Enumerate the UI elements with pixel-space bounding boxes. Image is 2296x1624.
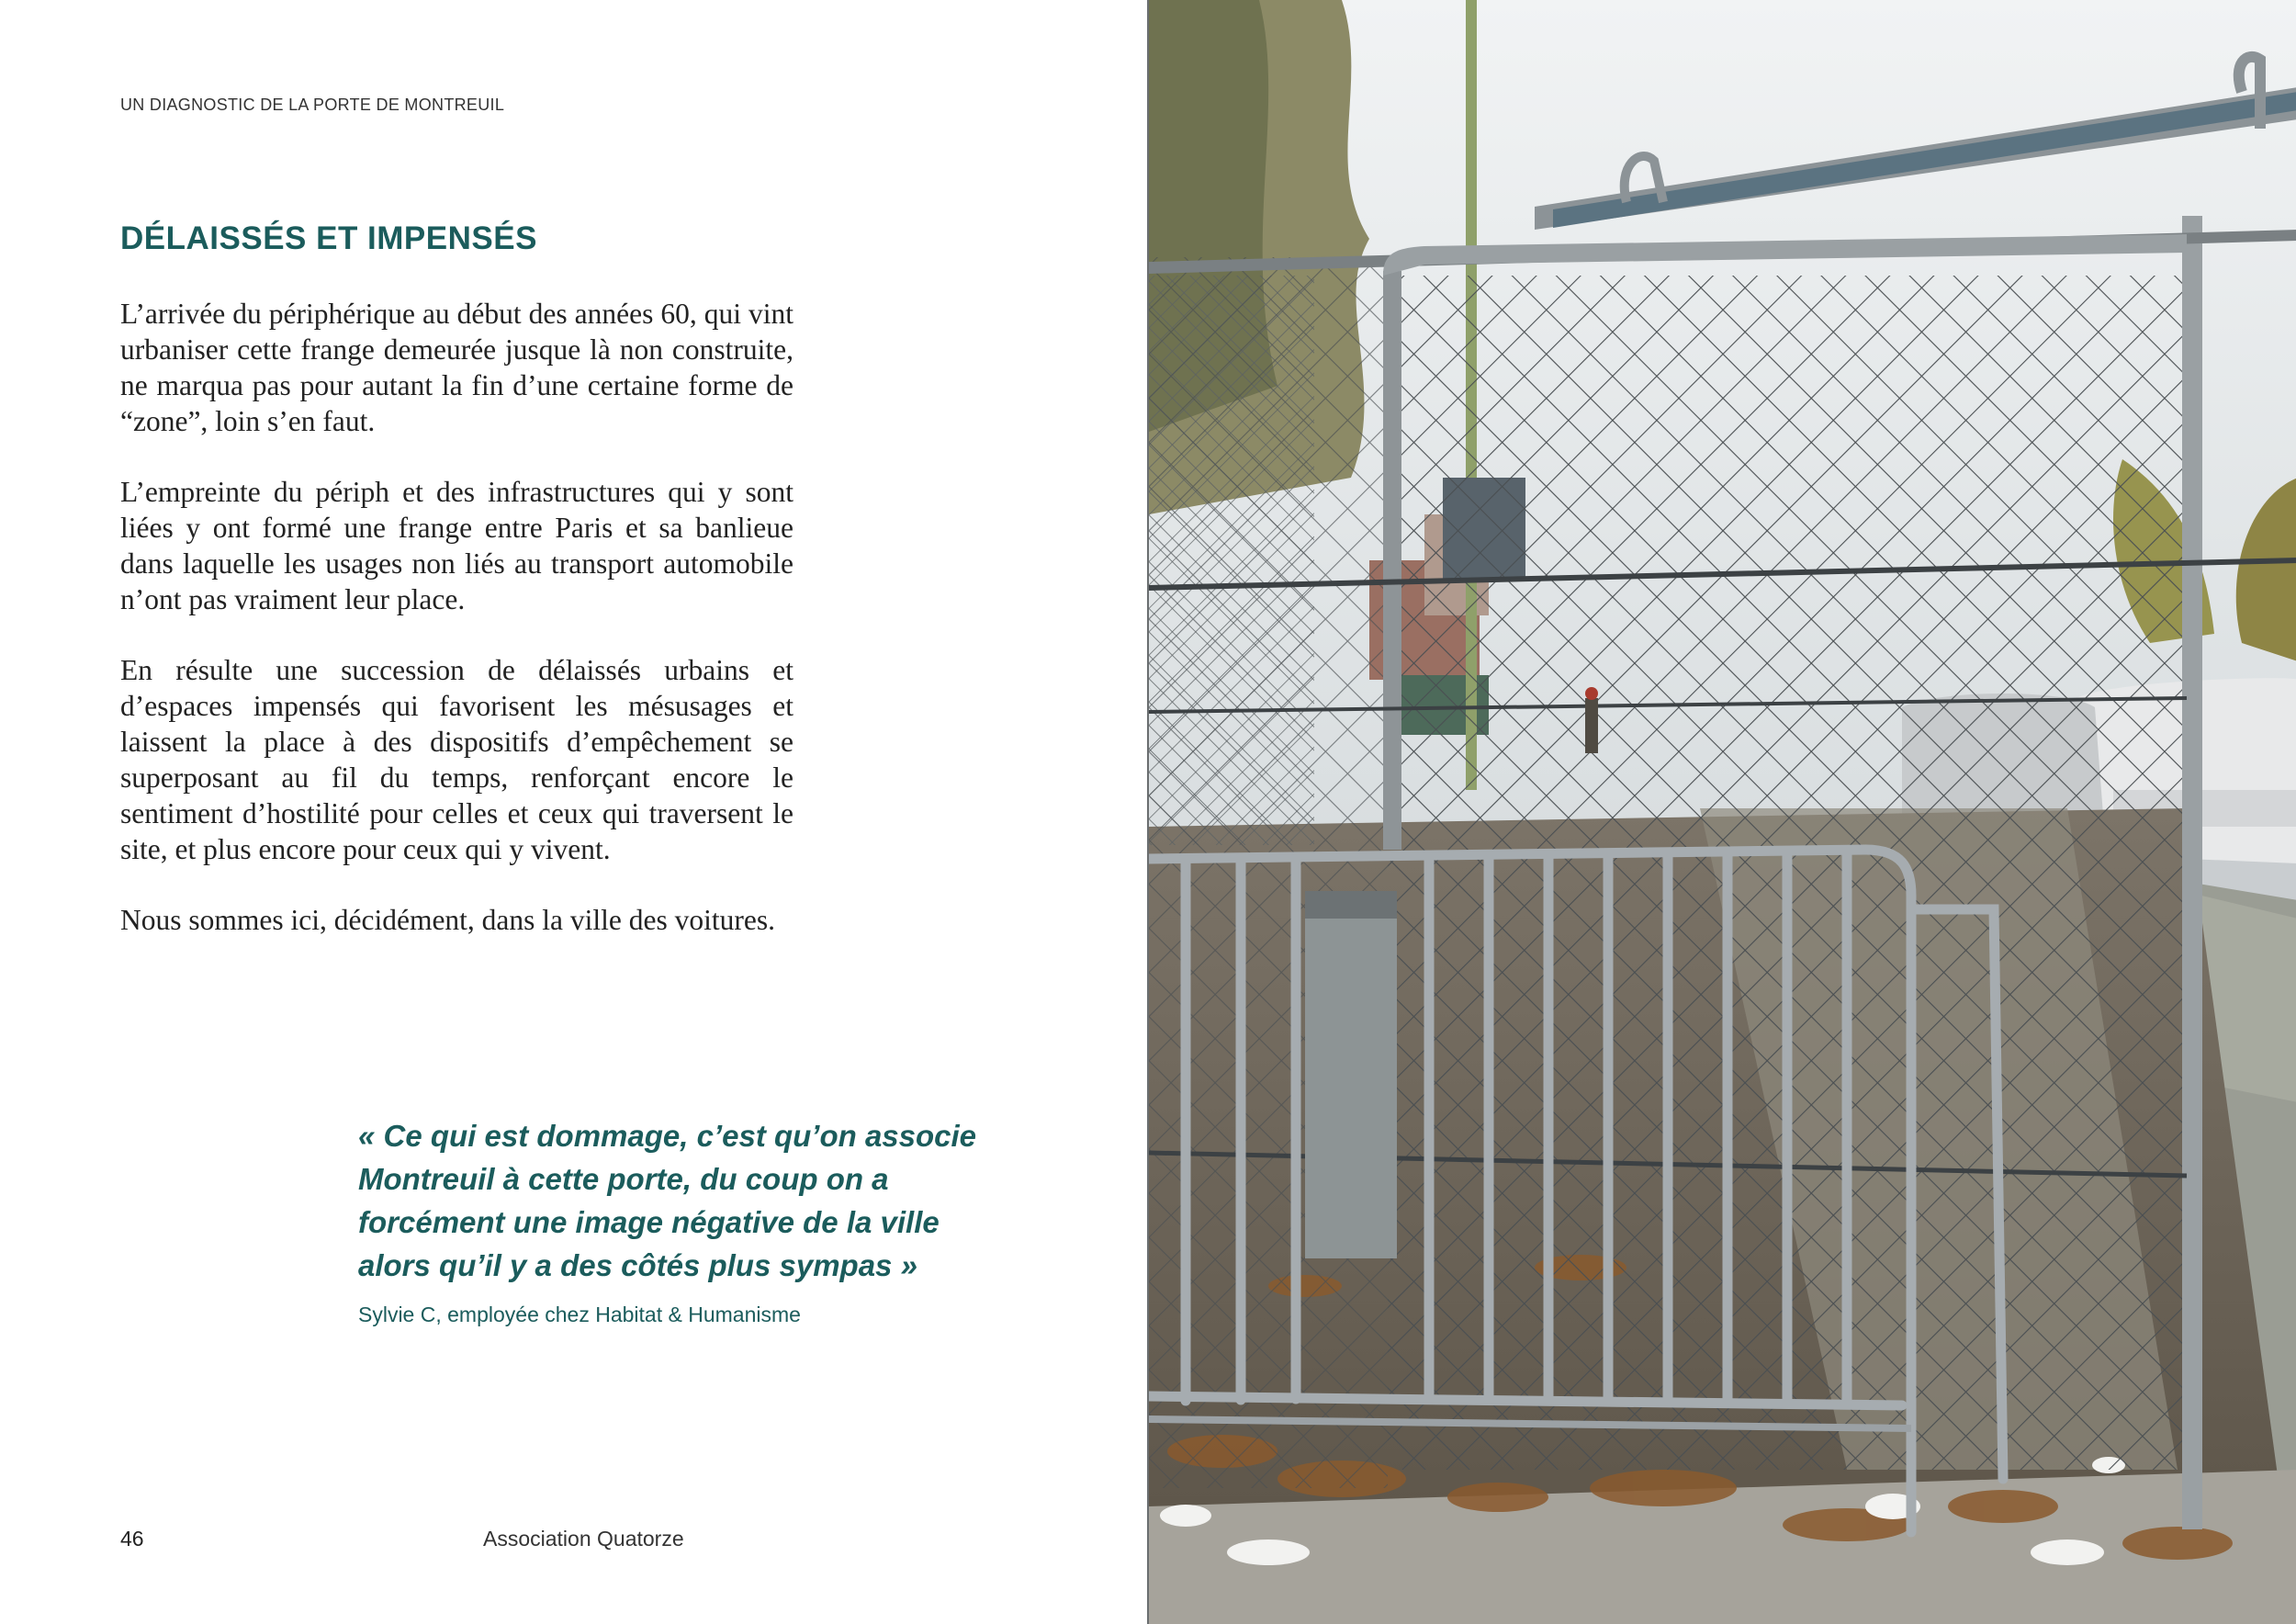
quote-attribution: Sylvie C, employée chez Habitat & Humanisme: [358, 1303, 801, 1326]
paragraph: Nous sommes ici, décidément, dans la ville des voitures.: [120, 904, 775, 936]
paragraph: En résulte une succession de délaissés urbains et d’espaces impensés qui favorisent les mésusages et laissent la place à des dispositifs d’empêchement se superposant au fil du temps, renforçant encore le sentiment d’hostilité pour celles et ceux qui traversent le site, et plus encore pour ceux qui y vivent.: [120, 654, 793, 865]
photo-fenced-gate: [1147, 0, 2296, 1624]
page-number: 46: [120, 1527, 144, 1551]
paragraph: L’empreinte du périph et des infrastructures qui y sont liées y ont formé une frange entre Paris et sa banlieue dans laquelle les usages non liés au transport automobile n’ont pas vraiment leur place.: [120, 476, 793, 615]
running-head: UN DIAGNOSTIC DE LA PORTE DE MONTREUIL: [120, 96, 505, 114]
photo-illustration: [1149, 0, 2296, 1624]
section-title: DÉLAISSÉS ET IMPENSÉS: [120, 220, 537, 256]
left-page: [0, 0, 1146, 1624]
paragraph: L’arrivée du périphérique au début des années 60, qui vint urbaniser cette frange demeurée jusque là non construite, ne marqua pas pour autant la fin d’une certaine forme de “zone”, loin s’en faut.: [120, 298, 793, 437]
body-text: [120, 296, 793, 973]
footer-organization: Association Quatorze: [483, 1527, 684, 1551]
pull-quote: « Ce qui est dommage, c’est qu’on associe Montreuil à cette porte, du coup on a forcément une image négative de la ville alors qu’il y a des côtés plus sympas »: [358, 1119, 977, 1282]
